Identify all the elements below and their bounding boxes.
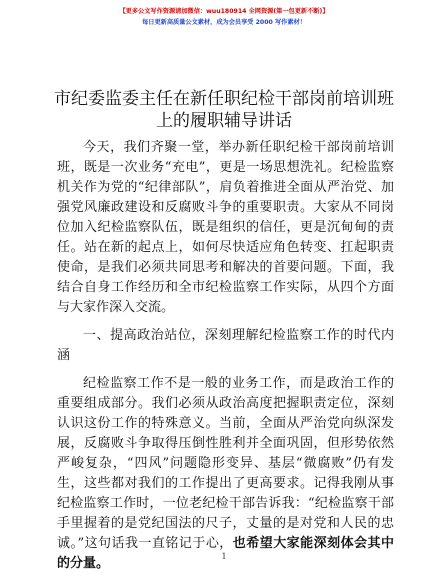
- document-title-line-2: 上的履职辅导讲话: [156, 111, 292, 131]
- section-heading-1: 一、提高政治站位，深刻理解纪检监察工作的时代内涵: [57, 328, 394, 363]
- page-number: 1: [221, 552, 227, 561]
- document-title: [40, 88, 408, 132]
- body-paragraph: [57, 374, 394, 574]
- promo-banner: [0, 6, 448, 28]
- promo-banner-line-2: 每日更新高质量公文素材，成为会员享受 2000 写作素材！: [142, 19, 306, 26]
- intro-paragraph: 今天，我们齐聚一堂，举办新任职纪检干部岗前培训班，既是一次业务“充电”，更是一场思想洗礼。纪检监察机关作为党的“纪律部队”，肩负着推进全面从严治党、加强党风廉政建设和反腐败斗争的重要职责。大家从不同岗位加入纪检监察队伍，既是组织的信任，更是沉甸甸的责任。站在新的起点上，如何尽快适应角色转变、扛起职责使命，是我们必须共同思考和解决的首要问题。下面，我结合自身工作经历和全市纪检监察工作实际，从四个方面与大家作深入交流。: [57, 140, 394, 315]
- document-title-line-1: 市纪委监委主任在新任职纪检干部岗前培训班: [54, 89, 394, 109]
- body-paragraph-bold-ending: 也希望大家能深刻体会其中的分量。: [57, 536, 394, 571]
- document-body: [57, 138, 394, 582]
- body-paragraph-text: 纪检监察工作不是一般的业务工作，而是政治工作的重要组成部分。我们必须从政治高度把握职责定位，深刻认识这份工作的特殊意义。当前，全面从严治党向纵深发展，反腐败斗争取得压倒性胜利并全面巩固，但形势依然严峻复杂，“四风”问题隐形变异、基层“微腐败”仍有发生，这些都对我们的工作提出了更高要求。记得我刚从事纪检监察工作时，一位老纪检干部告诉我：“纪检监察干部手里握着的是党纪国法的尺子，丈量的是对党和人民的忠诚。”这句话我一直铭记于心，: [57, 376, 394, 551]
- promo-banner-line-1: 【更多公文写作资源请加微信：wuu180914 全网资源(第一包更新不断)】: [119, 8, 329, 15]
